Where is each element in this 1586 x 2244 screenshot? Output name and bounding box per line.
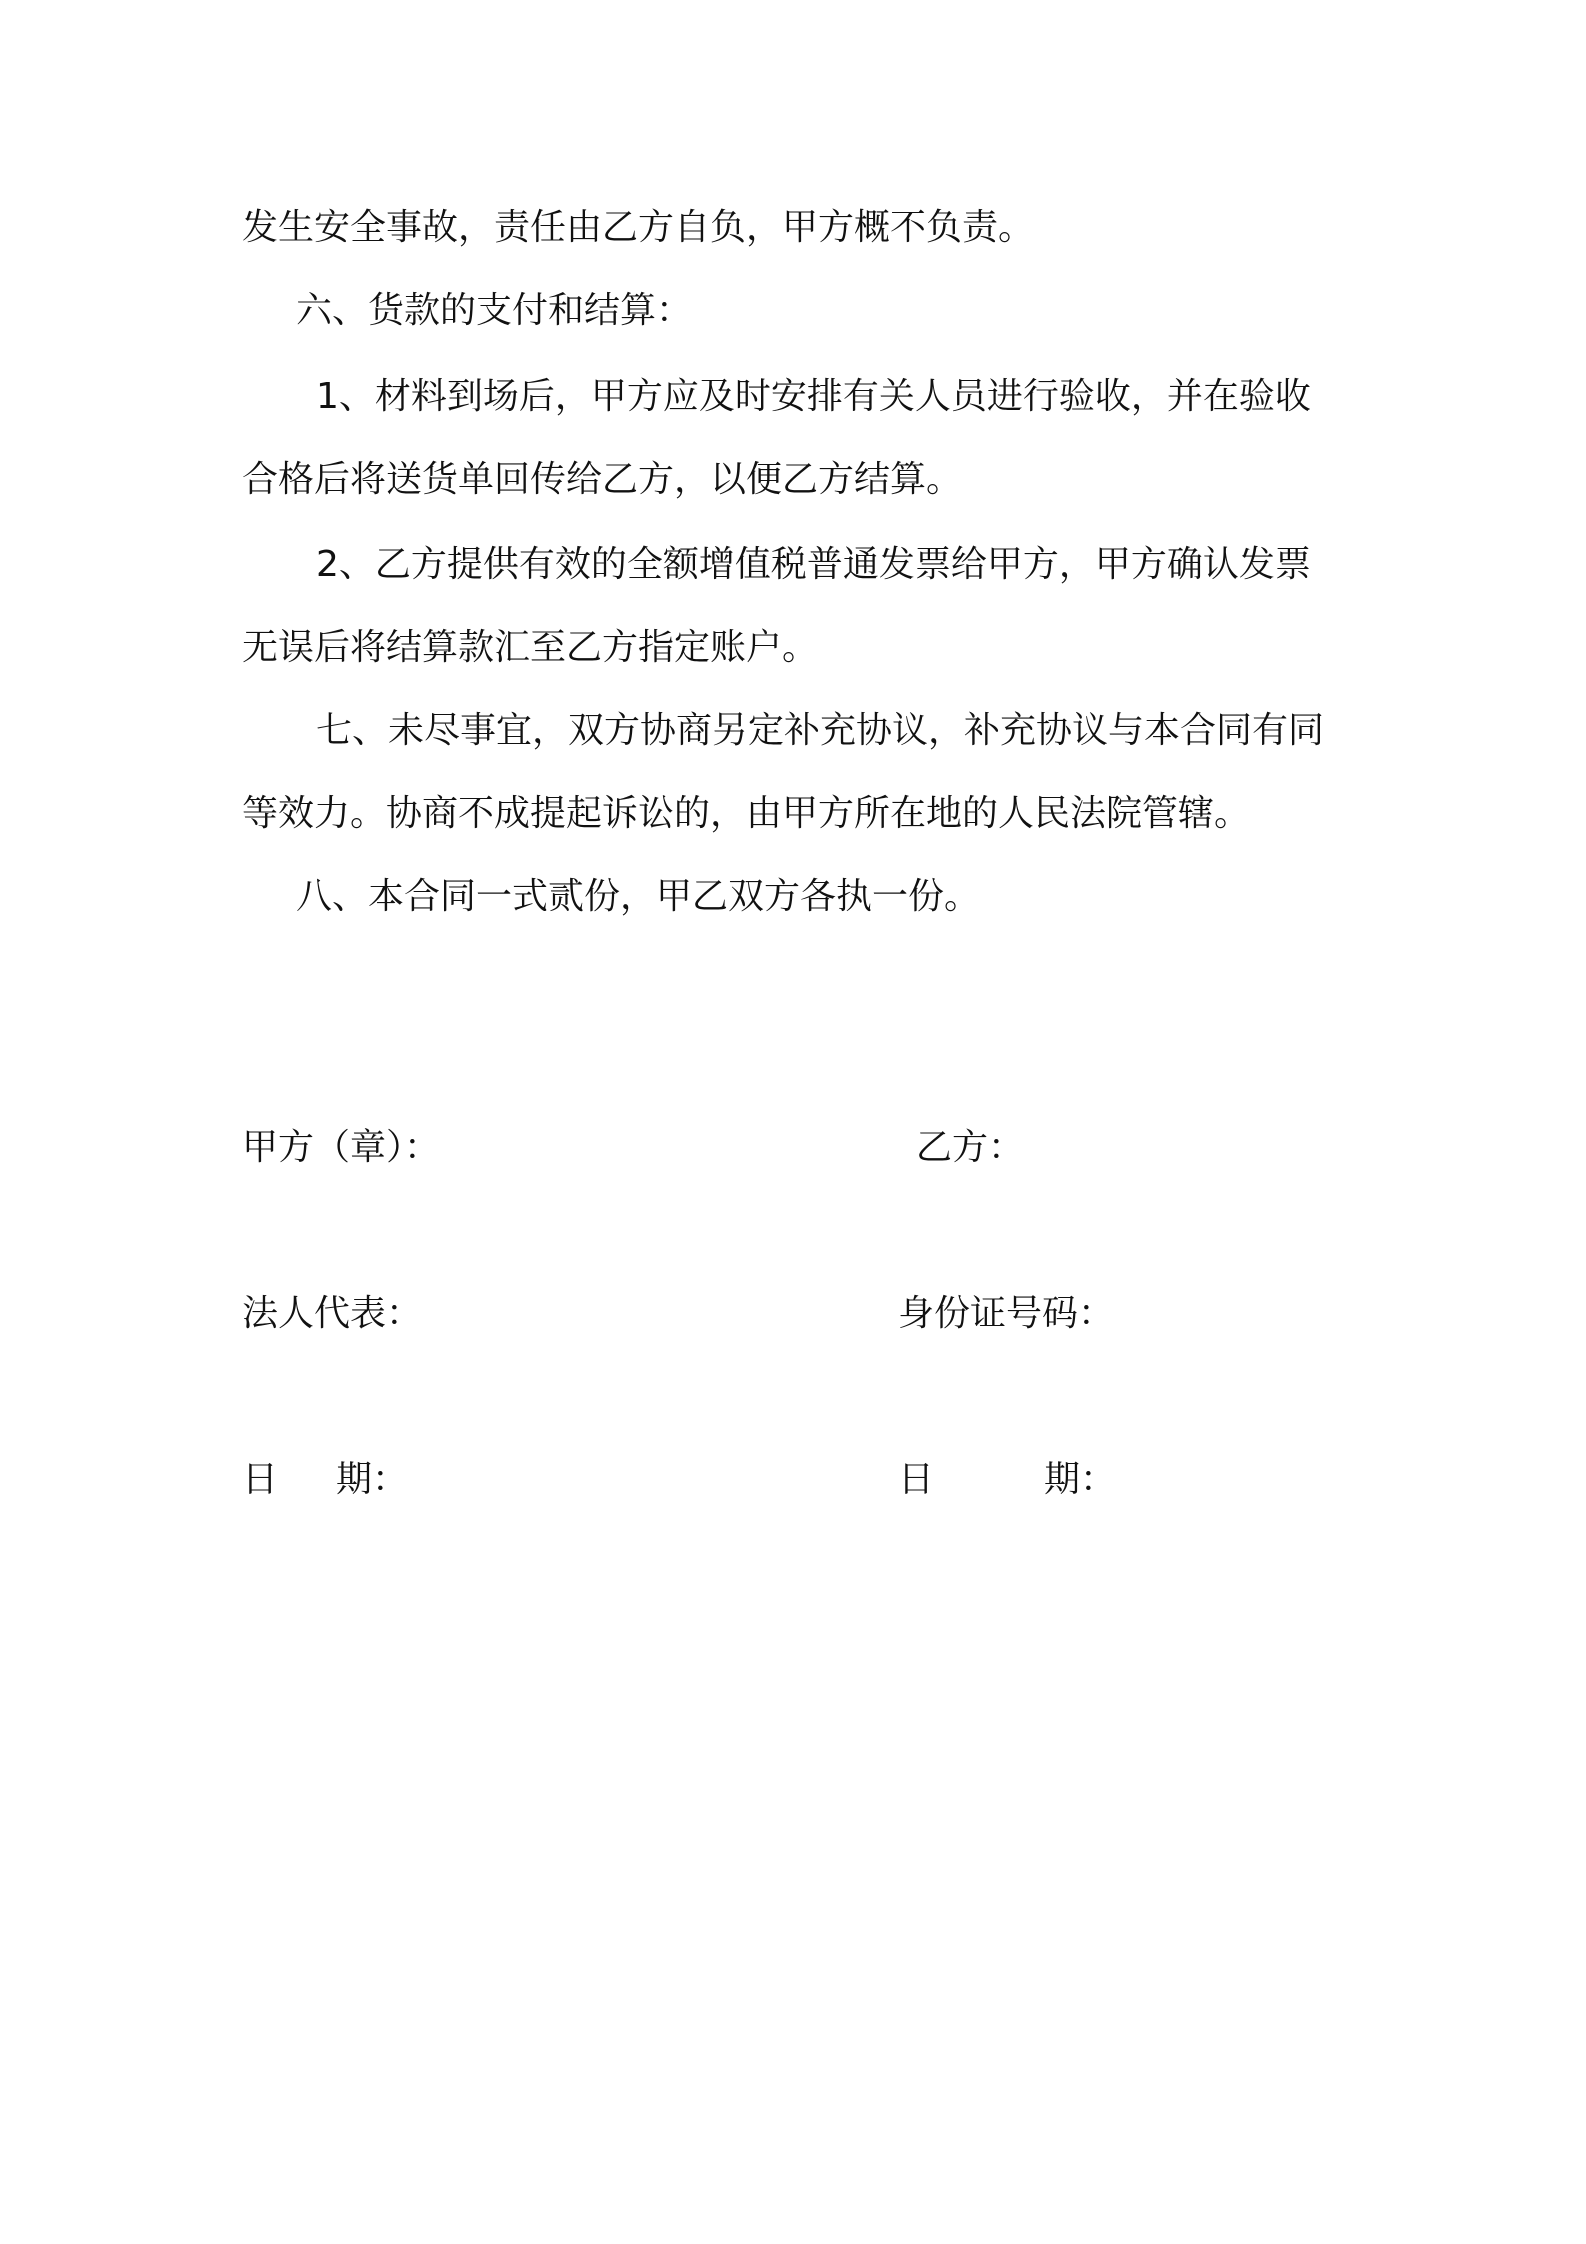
id-number-label: 身份证号码： (898, 1293, 1115, 1334)
date-label-right (898, 1456, 1116, 1504)
paragraph-line: 等效力。协商不成提起诉讼的，由甲方所在地的人民法院管辖。 (242, 793, 1251, 834)
date-right-char1: 日 (898, 1459, 935, 1500)
date-label-left (242, 1456, 408, 1504)
paragraph-line: 七、未尽事宜，双方协商另定补充协议，补充协议与本合同有同 (316, 710, 1325, 751)
section-heading-payment: 六、货款的支付和结算： (296, 290, 693, 331)
paragraph-line: 合格后将送货单回传给乙方，以便乙方结算。 (242, 459, 963, 500)
paragraph-line: 八、本合同一式贰份，甲乙双方各执一份。 (296, 876, 981, 917)
date-left-char2: 期： (336, 1459, 409, 1500)
party-a-seal-label: 甲方（章）： (242, 1127, 441, 1168)
paragraph-line: 发生安全事故，责任由乙方自负，甲方概不负责。 (242, 207, 1035, 248)
party-b-label: 乙方： (916, 1127, 1025, 1168)
date-right-char2: 期： (1044, 1459, 1117, 1500)
paragraph-line: 1、材料到场后，甲方应及时安排有关人员进行验收，并在验收 (316, 376, 1311, 417)
legal-representative-label: 法人代表： (242, 1293, 423, 1334)
paragraph-line: 无误后将结算款汇至乙方指定账户。 (242, 627, 819, 668)
date-left-char1: 日 (242, 1459, 279, 1500)
paragraph-line: 2、乙方提供有效的全额增值税普通发票给甲方，甲方确认发票 (316, 544, 1311, 585)
